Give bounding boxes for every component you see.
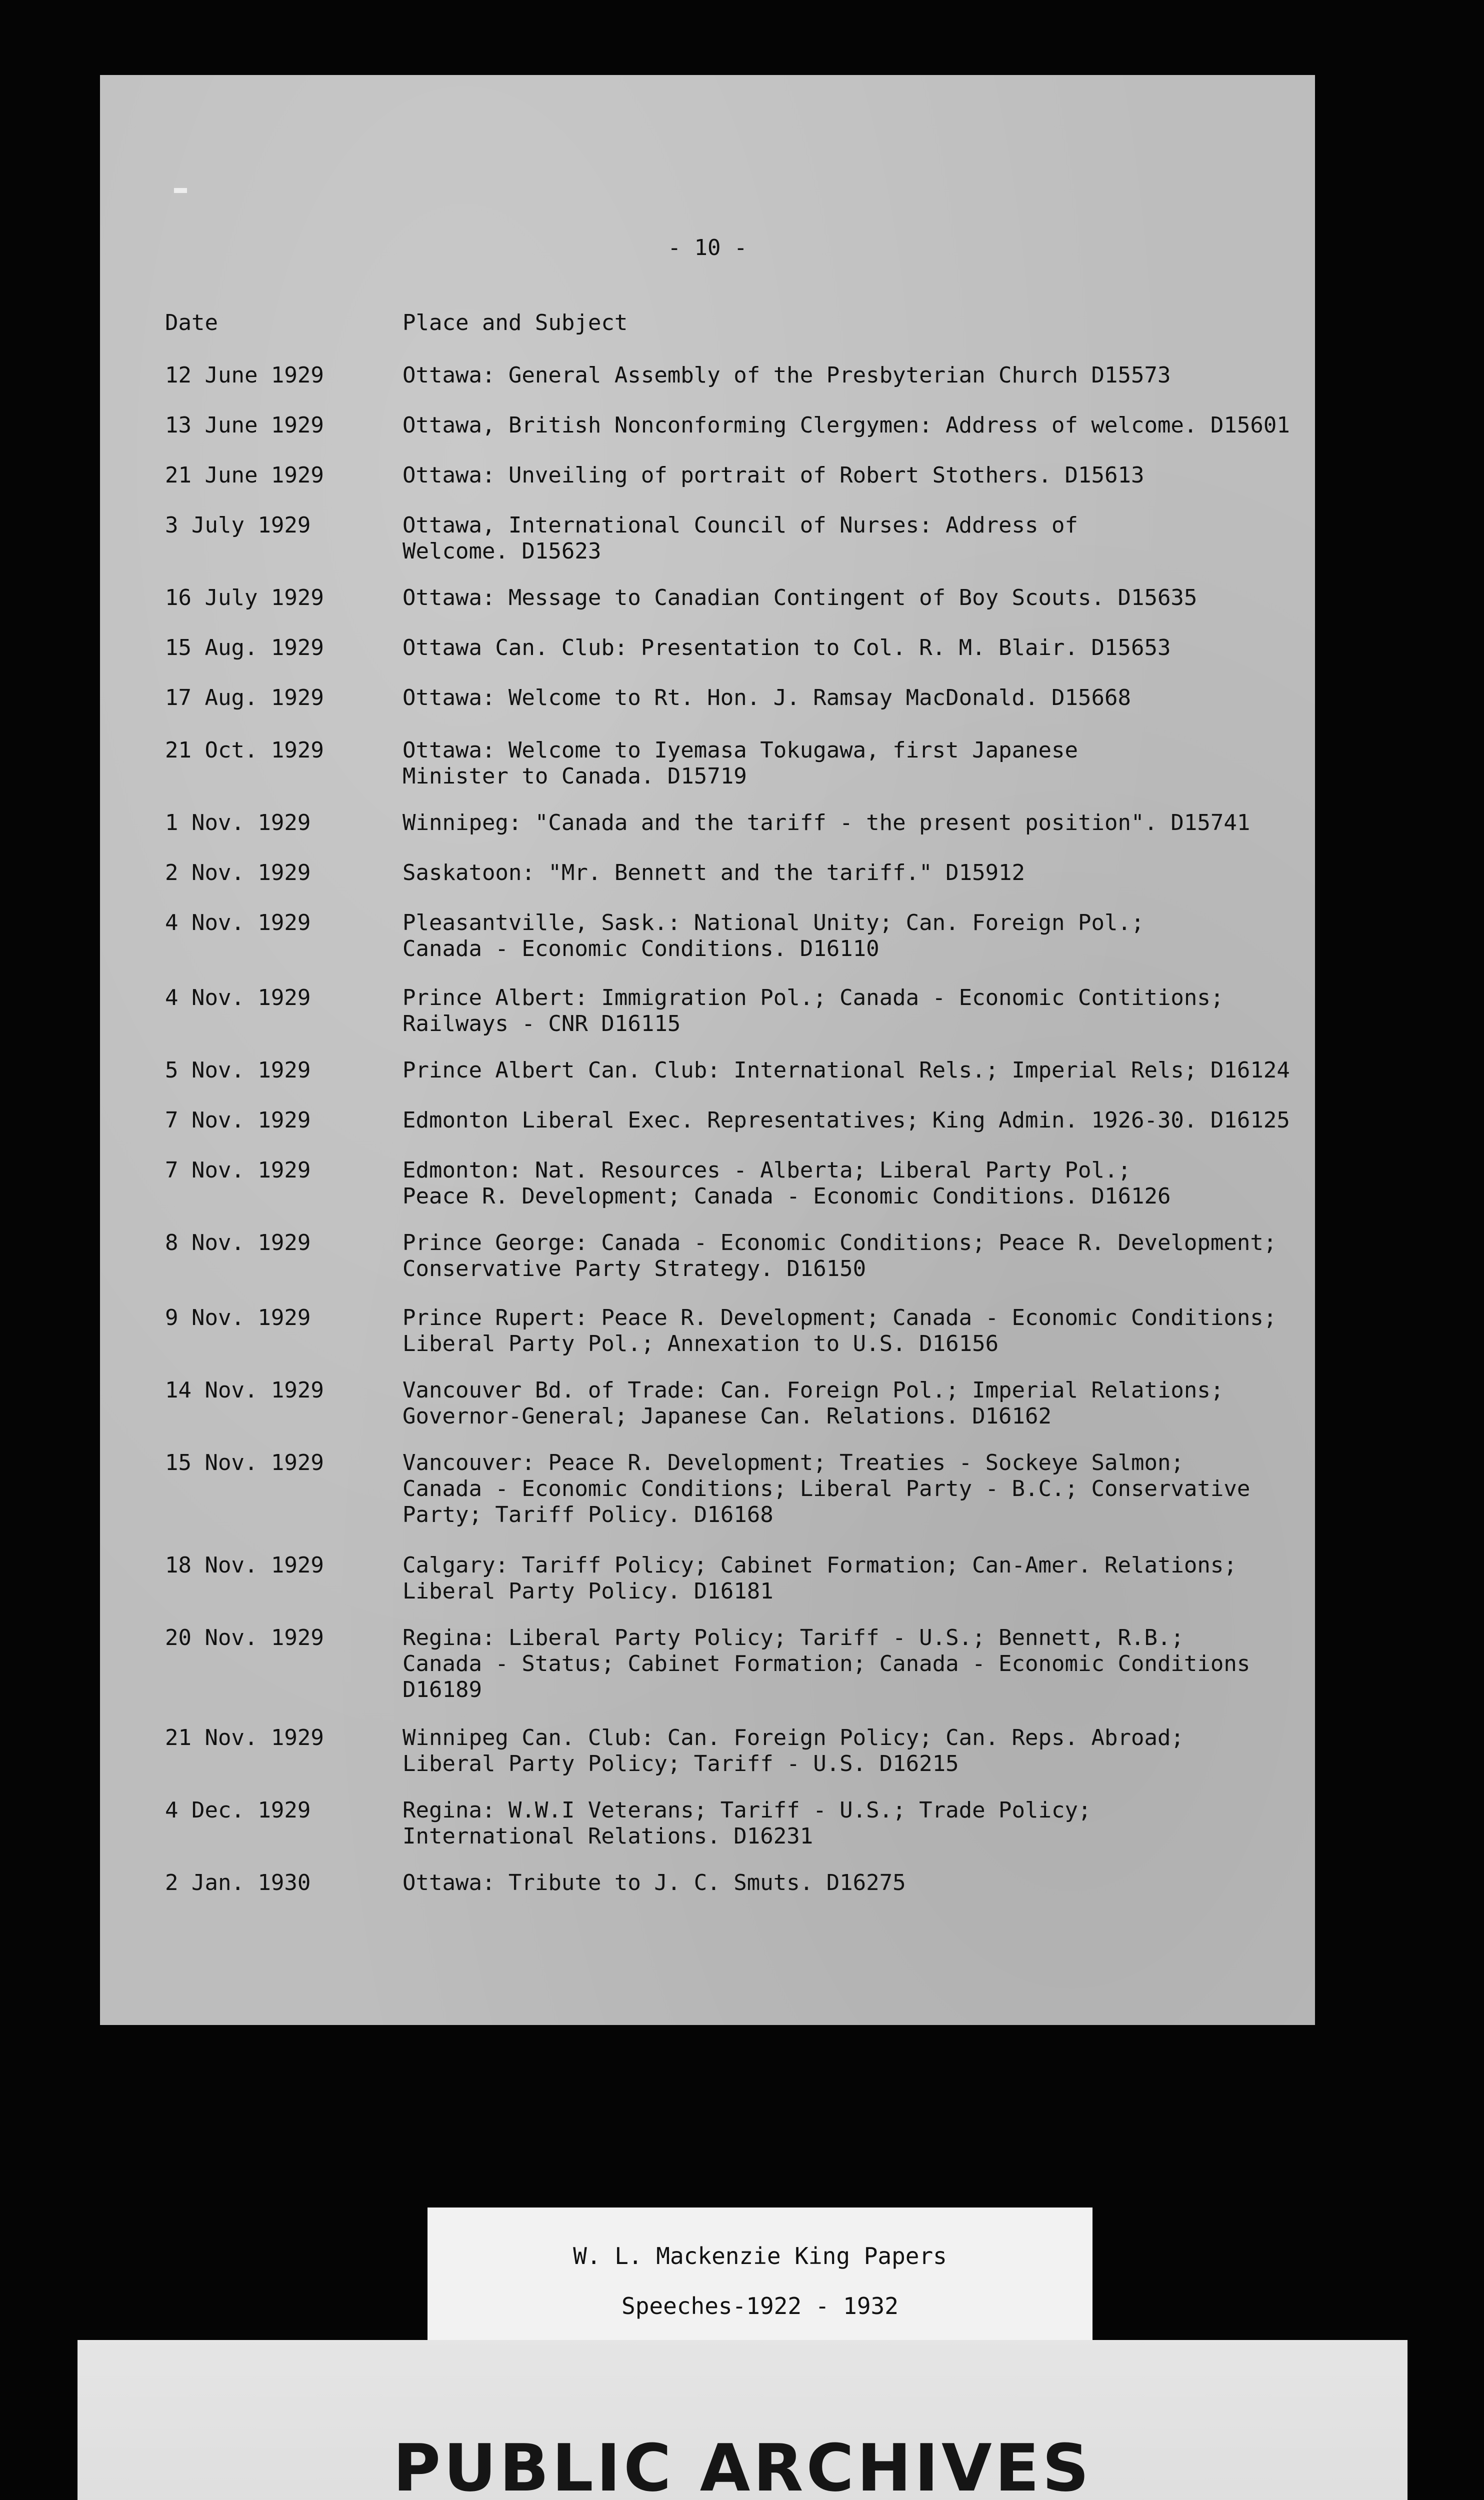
speech-date: 7 Nov. 1929 (165, 1158, 311, 1183)
speech-date: 15 Nov. 1929 (165, 1450, 324, 1476)
speech-subject: Ottawa: Unveiling of portrait of Robert Stothers. D15613 (402, 462, 1144, 488)
speech-date: 17 Aug. 1929 (165, 685, 324, 710)
speech-date: 21 Oct. 1929 (165, 738, 324, 763)
speech-date: 8 Nov. 1929 (165, 1230, 311, 1256)
speech-date: 21 June 1929 (165, 462, 324, 488)
speech-date: 4 Dec. 1929 (165, 1798, 311, 1823)
speech-subject: Winnipeg Can. Club: Can. Foreign Policy; Can. Reps. Abroad; Liberal Party Policy; Tariff - U.S. D16215 (402, 1725, 1184, 1776)
column-header-date: Date (165, 310, 218, 336)
speech-subject: Edmonton Liberal Exec. Representatives; King Admin. 1926-30. D16125 (402, 1108, 1290, 1133)
page-number: - 10 - (668, 235, 748, 260)
speech-subject: Ottawa, British Nonconforming Clergymen: Address of welcome. D15601 (402, 412, 1290, 438)
speech-date: 18 Nov. 1929 (165, 1552, 324, 1578)
archives-stamp (78, 2340, 1408, 2500)
speech-date: 15 Aug. 1929 (165, 635, 324, 660)
collection-subtitle: Speeches-1922 - 1932 (622, 2292, 898, 2320)
column-header-place-subject: Place and Subject (402, 310, 628, 336)
speech-subject: Saskatoon: "Mr. Bennett and the tariff." D15912 (402, 860, 1026, 886)
speech-date: 13 June 1929 (165, 412, 324, 438)
speech-subject: Pleasantville, Sask.: National Unity; Can. Foreign Pol.; Canada - Economic Conditions. D16110 (402, 910, 1144, 962)
speech-subject: Ottawa: Message to Canadian Contingent of Boy Scouts. D15635 (402, 585, 1198, 610)
speech-subject: Prince Rupert: Peace R. Development; Canada - Economic Conditions; Liberal Party Pol.; Annexation to U.S. D16156 (402, 1305, 1277, 1356)
speech-subject: Ottawa: Tribute to J. C. Smuts. D16275 (402, 1870, 906, 1896)
speech-date: 2 Jan. 1930 (165, 1870, 311, 1896)
speech-subject: Prince Albert Can. Club: International Rels.; Imperial Rels; D16124 (402, 1058, 1290, 1083)
speech-subject: Winnipeg: "Canada and the tariff - the present position". D15741 (402, 810, 1250, 836)
speech-subject: Prince Albert: Immigration Pol.; Canada - Economic Contitions; Railways - CNR D16115 (402, 985, 1224, 1036)
speech-date: 1 Nov. 1929 (165, 810, 311, 836)
speech-date: 3 July 1929 (165, 512, 311, 538)
speech-subject: Edmonton: Nat. Resources - Alberta; Liberal Party Pol.; Peace R. Development; Canada - Economic Conditions. D16126 (402, 1158, 1171, 1209)
speech-date: 4 Nov. 1929 (165, 910, 311, 936)
document-page (100, 75, 1315, 2025)
speech-date: 21 Nov. 1929 (165, 1725, 324, 1750)
speech-date: 7 Nov. 1929 (165, 1108, 311, 1133)
stamp-line-english: PUBLIC ARCHIVES (392, 2430, 1092, 2500)
speech-subject: Vancouver: Peace R. Development; Treaties - Sockeye Salmon; Canada - Economic Conditions; Liberal Party - B.C.; Conservative Party; Tariff Policy. D16168 (402, 1450, 1250, 1528)
speech-date: 12 June 1929 (165, 362, 324, 388)
speech-subject: Regina: W.W.I Veterans; Tariff - U.S.; Trade Policy; International Relations. D16231 (402, 1798, 1092, 1849)
speech-subject: Prince George: Canada - Economic Conditions; Peace R. Development; Conservative Party Strategy. D16150 (402, 1230, 1277, 1282)
speech-subject: Ottawa Can. Club: Presentation to Col. R. M. Blair. D15653 (402, 635, 1171, 660)
speech-date: 16 July 1929 (165, 585, 324, 610)
speech-date: 14 Nov. 1929 (165, 1378, 324, 1403)
speech-subject: Vancouver Bd. of Trade: Can. Foreign Pol.; Imperial Relations; Governor-General; Japanese Can. Relations. D16162 (402, 1378, 1224, 1429)
speech-subject: Calgary: Tariff Policy; Cabinet Formation; Can-Amer. Relations; Liberal Party Policy. D16181 (402, 1552, 1237, 1604)
speech-subject: Ottawa, International Council of Nurses: Address of Welcome. D15623 (402, 512, 1078, 564)
speech-date: 4 Nov. 1929 (165, 985, 311, 1010)
speech-subject: Ottawa: General Assembly of the Presbyterian Church D15573 (402, 362, 1171, 388)
speech-date: 5 Nov. 1929 (165, 1058, 311, 1083)
speech-date: 9 Nov. 1929 (165, 1305, 311, 1330)
speech-subject: Ottawa: Welcome to Iyemasa Tokugawa, first Japanese Minister to Canada. D15719 (402, 738, 1078, 789)
collection-title: W. L. Mackenzie King Papers (573, 2242, 947, 2270)
film-mark (174, 188, 187, 193)
speech-subject: Regina: Liberal Party Policy; Tariff - U.S.; Bennett, R.B.; Canada - Status; Cabinet Formation; Canada - Economic Conditions D16189 (402, 1625, 1250, 1702)
speech-date: 2 Nov. 1929 (165, 860, 311, 886)
speech-subject: Ottawa: Welcome to Rt. Hon. J. Ramsay MacDonald. D15668 (402, 685, 1131, 710)
speech-date: 20 Nov. 1929 (165, 1625, 324, 1650)
